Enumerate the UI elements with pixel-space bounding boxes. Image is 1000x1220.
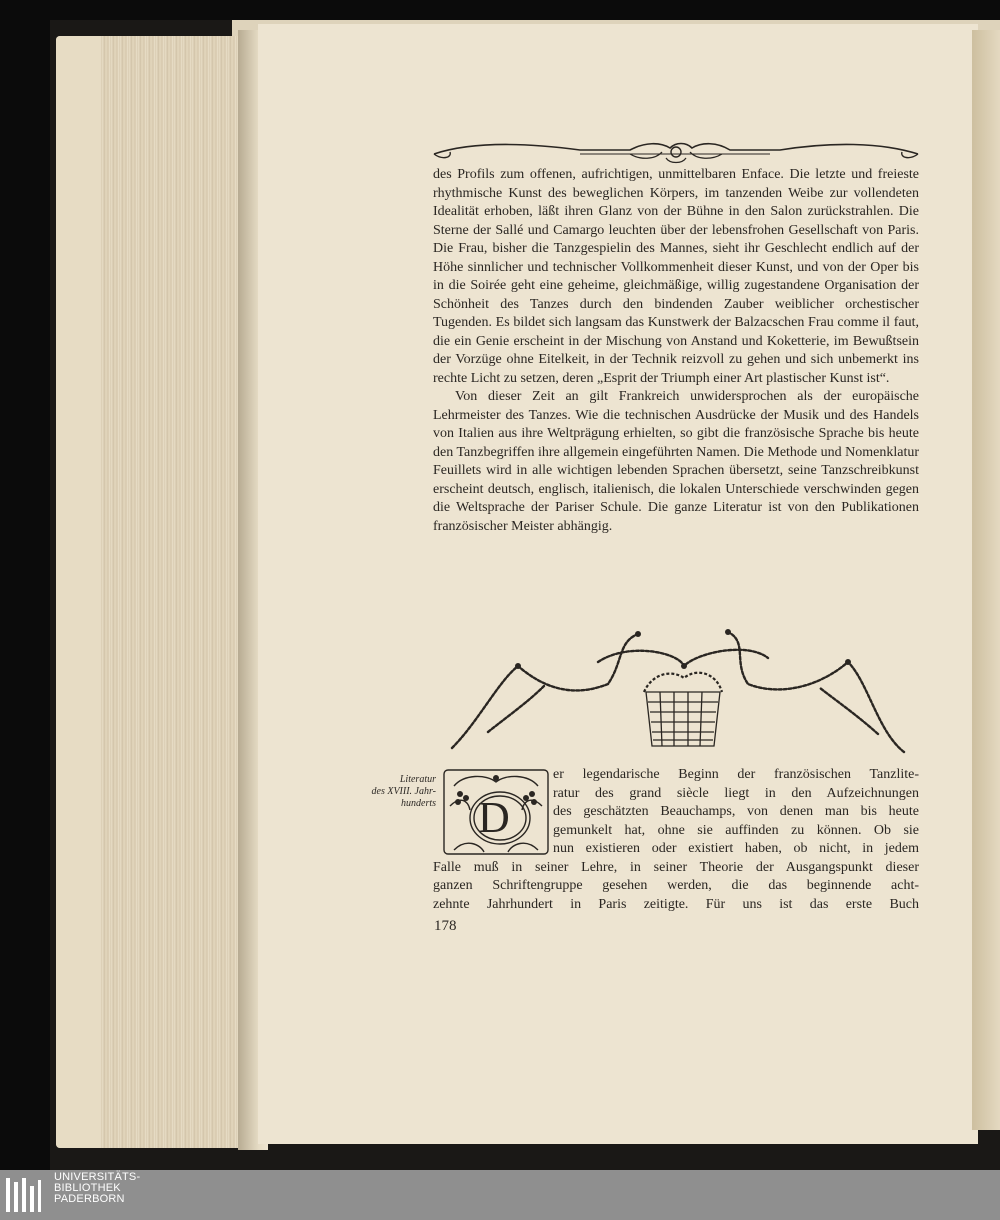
marginal-note-line: Literatur — [399, 774, 436, 785]
text-line: nun existieren oder existiert haben, ob nicht, in jedem — [553, 841, 919, 856]
text-line: Falle muß in seiner Lehre, in seiner Theorie der Ausgangspunkt dieser — [433, 859, 919, 875]
text-line: des geschätzten Beauchamps, von denen man bis heute — [553, 804, 919, 819]
book-cover-edge — [56, 36, 100, 1148]
library-name-line: BIBLIOTHEK — [54, 1182, 121, 1194]
marginal-note — [340, 774, 436, 810]
paragraph: Von dieser Zeit an gilt Frankreich unwidersprochen als der europäische Lehrmeister des Tanzes. Wie die technischen Ausdrücke der Musik und des Handels von Italien aus ihre Weltprägung erhielten, so gibt die französische Sprache bis heute den Tanzbegriffen ihre allgemein eingeführten Namen. Die Methode und Nomenklatur Feuillets wird in alle wichtigen lebenden Sprachen übersetzt, seine Tanzschreibkunst erscheint deutsch, englisch, italienisch, die lokalen Unterschiede verschwinden gegen die Weltsprache der Pariser Schule. Die ganze Literatur ist von den Publikationen französischer Meister abhängig. — [433, 389, 920, 534]
drop-cap-letter: D — [478, 793, 510, 842]
main-text-continued — [433, 766, 919, 914]
page-number: 178 — [434, 918, 457, 934]
text-line: ganzen Schriftengruppe gesehen werden, die das beginnende acht- — [433, 878, 919, 893]
library-name-line: UNIVERSITÄTS- — [54, 1171, 141, 1183]
footer-bar — [0, 1170, 1000, 1220]
main-text — [433, 166, 919, 536]
library-name — [54, 1172, 140, 1205]
library-logo-icon — [0, 1172, 46, 1218]
marginal-note-line: des XVIII. Jahr- — [371, 786, 436, 797]
text-line: gemunkelt hat, ohne sie auffinden zu können. Ob sie — [553, 822, 919, 838]
next-page-edge — [972, 30, 1000, 1130]
paragraph: des Profils zum offenen, aufrichtigen, unmittelbaren Enface. Die letzte und freieste rhythmische Kunst des beweglichen Körpers, im tanzenden Weibe zur vollendeten Idealität erhoben, läßt ihren Glanz von der Bühne in den Salon zurückstrahlen. Die Sterne der Sallé und Camargo leuchten über der lebensfrohen Gesellschaft von Paris. Die Frau, bisher die Tanzgespielin des Mannes, sieht ihr Geschlecht endlich auf der Höhe sinnlicher und technischer Vollkommenheit dieser Kunst, und von der Oper bis in die Soirée geht eine geheime, gleichmäßige, willig zugestandene Organisation der Schönheit des Tanzes durch den bindenden Zauber weiblicher orchestischer Tugenden. Es bildet sich langsam das Kunstwerk der Balzacschen Frau comme il faut, die ein Genie erscheint in der Mischung von Anstand und Koketterie, im Bewußtsein der Vorzüge ohne Eitelkeit, in der Technik reizvoll zu gehen und sich unbemerkt ins rechte Licht zu setzen, deren „Esprit der Triumph einer Art plastischer Kunst ist“. — [433, 167, 919, 386]
library-name-line: PADERBORN — [54, 1193, 125, 1205]
header-ornament — [430, 140, 922, 164]
text-line: er legendarische Beginn der französischen Tanzlite- — [553, 767, 919, 782]
text-line: zehnte Jahrhundert in Paris zeitigte. Für uns ist das erste Buch — [433, 896, 919, 912]
garland-basket-illustration — [448, 622, 908, 758]
marginal-note-line: hunderts — [401, 798, 436, 809]
text-line: ratur des grand siècle liegt in den Aufzeichnungen — [553, 785, 919, 801]
